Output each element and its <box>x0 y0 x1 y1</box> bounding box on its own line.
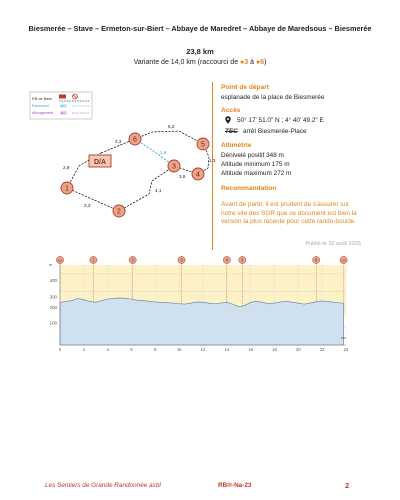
legend-base-label: RB de Base <box>32 97 53 101</box>
variant-mid: à <box>248 59 256 66</box>
profile-marker-label-5: 5 <box>241 257 244 263</box>
start-point <box>89 155 111 167</box>
map-pin-icon <box>225 116 231 124</box>
footer-document-code: RB®-Na-23 <box>218 482 252 489</box>
distance-1-2: 3,3 <box>84 203 91 208</box>
route-segment-6-5 <box>135 131 203 144</box>
waypoint-2 <box>113 205 125 217</box>
info-panel <box>212 82 361 250</box>
profile-y-tick-200: 200 <box>49 305 57 310</box>
altimetrie-line-2: Altitude minimum 175 m <box>221 161 290 168</box>
profile-x-unit: km <box>341 336 346 340</box>
tec-icon: TEC <box>225 128 238 135</box>
profile-marker-label-3: 3 <box>180 257 183 263</box>
profile-marker-label-2: 2 <box>131 257 134 263</box>
profile-x-tick-2: 2 <box>82 347 86 352</box>
profile-y-tick-400: 400 <box>49 278 57 283</box>
distance-6-3: 1,6 <box>160 150 167 155</box>
shortcut-line <box>133 136 174 166</box>
elevation-area <box>60 298 344 345</box>
route-segment-3-2 <box>119 163 176 211</box>
profile-y-tick-100: 100 <box>49 320 57 326</box>
profile-x-tick-22: 22 <box>319 347 325 352</box>
altimetrie-line-1: Dénivelé positif 348 m <box>221 152 284 159</box>
profile-marker-label-7: D/A <box>341 259 346 263</box>
depart-heading: Point de départ <box>221 84 269 91</box>
waypoint-3-label: 3 <box>172 163 176 171</box>
waypoint-5 <box>197 138 209 150</box>
profile-x-tick-20: 20 <box>295 347 301 352</box>
waypoint-3 <box>168 160 180 172</box>
start-label: D/A <box>93 159 107 166</box>
route-map <box>22 82 222 232</box>
legend-extension-km: km <box>61 111 65 115</box>
profile-x-tick-6: 6 <box>130 347 133 352</box>
waypoint-4-label: 4 <box>196 171 200 179</box>
altimetrie-line-3: Altitude maximum 272 m <box>221 170 292 177</box>
profile-x-tick-0: 0 <box>58 347 62 352</box>
route-title: Biesmerée – Stave – Ermeton-sur-Biert – Abbaye de Maredret – Abbaye de Maredsous – Biesmerée <box>28 24 372 33</box>
profile-x-tick-18: 18 <box>272 347 277 352</box>
profile-x-tick-24: 24 <box>343 347 349 352</box>
recommendation-heading: Recommandation <box>221 185 277 192</box>
distance-2-3: 4,1 <box>155 188 162 193</box>
gps-coordinates: 50° 17' 51.0" N ; 4° 40' 49.2" E <box>237 117 324 124</box>
variant-prefix: Variante de 14,0 km (raccourci de <box>133 59 241 66</box>
map-legend <box>30 92 92 119</box>
profile-marker-label-0: D/A <box>58 259 62 263</box>
profile-x-tick-4: 4 <box>106 347 109 352</box>
waypoint-5-label: 5 <box>201 141 205 149</box>
distance-da-6: 2,3 <box>115 139 122 144</box>
footer-organization: Les Sentiers de Grande Randonnée asbl <box>45 482 161 489</box>
profile-markers <box>56 256 347 263</box>
tec-stop: arrêt Biesmerée-Place <box>243 128 307 135</box>
profile-x-tick-10: 10 <box>176 347 182 352</box>
variant-to-marker: ●6 <box>255 59 265 66</box>
elevation-profile <box>40 255 360 355</box>
route-segment-2-1 <box>65 185 119 211</box>
legend-shortcut-km: km <box>61 104 65 108</box>
profile-x-tick-16: 16 <box>248 347 254 352</box>
legend-extension-label: Allongement <box>32 111 54 115</box>
legend-shortcut-label: Raccourci <box>32 104 49 108</box>
depart-text: esplanade de la place de Biesmerée <box>221 94 325 101</box>
profile-marker-label-6: 6 <box>315 257 318 263</box>
distance-5-6: 6,2 <box>168 124 175 129</box>
profile-marker-label-4: 4 <box>225 257 229 263</box>
profile-x-tick-8: 8 <box>154 347 157 352</box>
waypoint-6-label: 6 <box>133 136 137 144</box>
altimetrie-heading: Altimétrie <box>221 142 252 149</box>
profile-y-unit: m <box>49 262 53 267</box>
page-number: 2 <box>345 481 350 490</box>
profile-x-ticks <box>59 347 349 352</box>
profile-marker-label-1: 1 <box>92 257 95 263</box>
waypoint-2-label: 2 <box>117 208 121 216</box>
acces-heading: Accès <box>221 107 241 114</box>
variant-from-marker: ●3 <box>240 59 249 66</box>
waypoint-4 <box>192 168 204 180</box>
waypoint-1 <box>61 182 73 194</box>
distance-1-da: 2,8 <box>63 165 70 170</box>
profile-x-tick-14: 14 <box>224 347 230 352</box>
distance-3-4: 3,8 <box>179 174 186 179</box>
recommendation-text: Avant de partir, il est prudent de s'assurer sur notre site des SGR que ce document est bien la version la plus récente pour cette rando-boucle. <box>221 201 357 226</box>
published-date: Publié le 10 août 2025 <box>305 241 361 247</box>
legend-color-swatch-1 <box>59 95 66 99</box>
waypoint-6 <box>129 133 141 145</box>
distance-4-5: 1,3 <box>209 158 216 163</box>
waypoint-1-label: 1 <box>65 185 69 193</box>
route-distance: 23,8 km <box>186 47 214 56</box>
variant-suffix: ) <box>264 59 267 66</box>
route-variant <box>0 59 400 66</box>
profile-y-tick-300: 300 <box>49 294 57 300</box>
profile-x-tick-12: 12 <box>200 347 206 352</box>
